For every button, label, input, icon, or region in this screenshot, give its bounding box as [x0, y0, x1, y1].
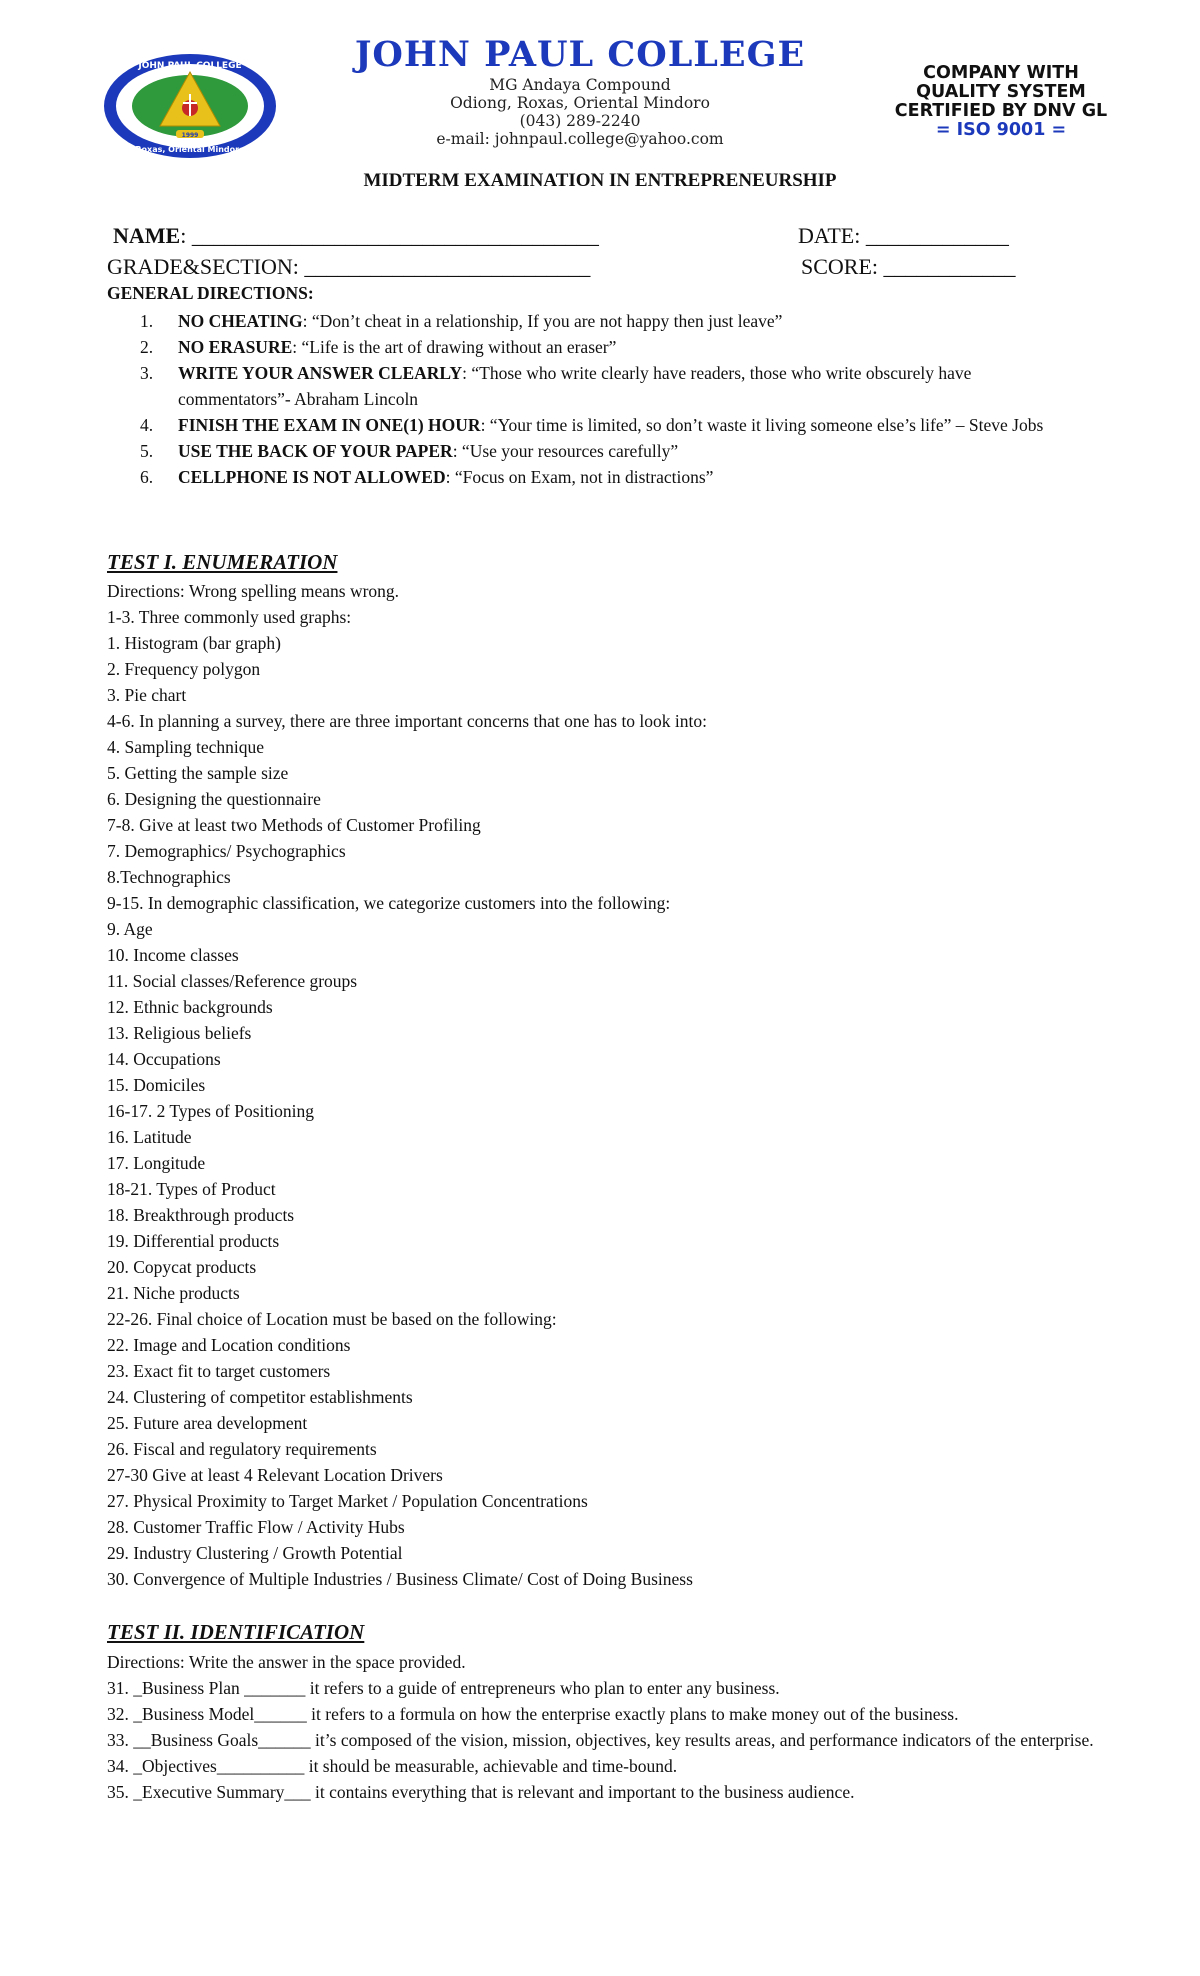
- test2-title: TEST II. IDENTIFICATION: [107, 1620, 365, 1644]
- direction-number: 4.: [140, 415, 154, 435]
- test1-line: 25. Future area development: [107, 1413, 308, 1433]
- name-blank: : _____________________________________: [180, 223, 599, 248]
- college-seal-logo-icon: [102, 52, 278, 160]
- direction-quote: : “Use your resources carefully”: [452, 441, 679, 461]
- direction-item: [140, 464, 1080, 490]
- test1-line: 16-17. 2 Types of Positioning: [107, 1101, 315, 1121]
- test2-line: 35. _Executive Summary___ it contains everything that is relevant and important to the business audience.: [107, 1782, 855, 1802]
- test1-line: 7-8. Give at least two Methods of Customer Profiling: [107, 815, 481, 835]
- test1-line: 9. Age: [107, 919, 153, 939]
- direction-item: [140, 308, 1080, 334]
- test1-line: 29. Industry Clustering / Growth Potential: [107, 1543, 403, 1563]
- direction-rule: WRITE YOUR ANSWER CLEARLY: [178, 363, 463, 383]
- test1-line: 12. Ethnic backgrounds: [107, 997, 273, 1017]
- test1-line: 11. Social classes/Reference groups: [107, 971, 358, 991]
- test1-line: 13. Religious beliefs: [107, 1023, 252, 1043]
- test1-line: 1. Histogram (bar graph): [107, 633, 281, 653]
- score-field: SCORE: ____________: [801, 254, 1016, 279]
- test2-line: 33. __Business Goals______ it’s composed of the vision, mission, objectives, key results areas, and performance indicators of the enterprise.: [107, 1730, 1094, 1750]
- college-name: JOHN PAUL COLLEGE: [354, 34, 806, 75]
- test1-line: 20. Copycat products: [107, 1257, 257, 1277]
- general-directions-title: GENERAL DIRECTIONS:: [107, 283, 314, 303]
- direction-rule: CELLPHONE IS NOT ALLOWED: [178, 467, 446, 487]
- test1-line: 7. Demographics/ Psychographics: [107, 841, 346, 861]
- direction-quote: : “Those who write clearly have readers, those who write obscurely have commentators”- Abraham Lincoln: [178, 363, 972, 409]
- test2-line: 34. _Objectives__________ it should be measurable, achievable and time-bound.: [107, 1756, 678, 1776]
- iso-certification-block: [842, 64, 1160, 140]
- exam-title: MIDTERM EXAMINATION IN ENTREPRENEURSHIP: [363, 170, 837, 191]
- test1-line: 19. Differential products: [107, 1231, 280, 1251]
- name-label: NAME: [113, 223, 181, 248]
- direction-quote: : “Your time is limited, so don’t waste it living someone else’s life” – Steve Jobs: [480, 415, 1044, 435]
- test1-line: 17. Longitude: [107, 1153, 206, 1173]
- test1-line: 10. Income classes: [107, 945, 239, 965]
- name-field: [113, 223, 599, 249]
- cert-line-1: COMPANY WITH: [923, 63, 1079, 83]
- test1-line: 2. Frequency polygon: [107, 659, 261, 679]
- test1-line: Directions: Wrong spelling means wrong.: [107, 581, 400, 601]
- direction-item: [140, 412, 1080, 438]
- test1-lines: [107, 578, 1107, 1592]
- test1-line: 6. Designing the questionnaire: [107, 789, 321, 809]
- logo-ring-text-top: JOHN PAUL COLLEGE: [138, 61, 242, 71]
- test2-line: 31. _Business Plan _______ it refers to a guide of entrepreneurs who plan to enter any business.: [107, 1678, 780, 1698]
- test1-line: 3. Pie chart: [107, 685, 187, 705]
- direction-quote: : “Don’t cheat in a relationship, If you are not happy then just leave”: [302, 311, 783, 331]
- test2-line: Directions: Write the answer in the space provided.: [107, 1652, 466, 1672]
- cert-line-2: QUALITY SYSTEM: [916, 82, 1086, 102]
- direction-rule: NO ERASURE: [178, 337, 293, 357]
- direction-number: 5.: [140, 441, 154, 461]
- address-line-1: MG Andaya Compound: [489, 76, 671, 94]
- direction-number: 1.: [140, 311, 154, 331]
- test1-line: 15. Domiciles: [107, 1075, 206, 1095]
- test1-line: 9-15. In demographic classification, we categorize customers into the following:: [107, 893, 671, 913]
- test1-line: 18. Breakthrough products: [107, 1205, 295, 1225]
- grade-section-field: GRADE&SECTION: __________________________: [107, 254, 591, 279]
- phone-number: (043) 289-2240: [519, 112, 641, 130]
- test2-lines: [107, 1649, 1107, 1805]
- test1-line: 4-6. In planning a survey, there are three important concerns that one has to look into:: [107, 711, 707, 731]
- direction-rule: USE THE BACK OF YOUR PAPER: [178, 441, 453, 461]
- direction-number: 2.: [140, 337, 154, 357]
- logo-year: 1999: [181, 132, 199, 139]
- test1-line: 26. Fiscal and regulatory requirements: [107, 1439, 377, 1459]
- direction-number: 3.: [140, 363, 154, 383]
- test1-line: 24. Clustering of competitor establishments: [107, 1387, 413, 1407]
- test1-line: 18-21. Types of Product: [107, 1179, 276, 1199]
- direction-rule: FINISH THE EXAM IN ONE(1) HOUR: [178, 415, 481, 435]
- test1-line: 16. Latitude: [107, 1127, 192, 1147]
- test1-line: 5. Getting the sample size: [107, 763, 289, 783]
- test1-line: 14. Occupations: [107, 1049, 221, 1069]
- date-field: DATE: _____________: [798, 223, 1009, 248]
- direction-number: 6.: [140, 467, 154, 487]
- direction-quote: : “Focus on Exam, not in distractions”: [445, 467, 714, 487]
- direction-quote: : “Life is the art of drawing without an eraser”: [292, 337, 617, 357]
- direction-item: [140, 360, 1080, 412]
- test2-line: 32. _Business Model______ it refers to a formula on how the enterprise exactly plans to make money out of the business.: [107, 1704, 959, 1724]
- direction-item: [140, 438, 1080, 464]
- test1-line: 4. Sampling technique: [107, 737, 264, 757]
- test1-line: 28. Customer Traffic Flow / Activity Hubs: [107, 1517, 405, 1537]
- cert-line-3: CERTIFIED BY DNV GL: [894, 101, 1108, 121]
- general-directions-list: [140, 308, 1080, 490]
- direction-rule: NO CHEATING: [178, 311, 303, 331]
- test1-line: 27. Physical Proximity to Target Market / Population Concentrations: [107, 1491, 588, 1511]
- test1-line: 8.Technographics: [107, 867, 231, 887]
- test1-line: 21. Niche products: [107, 1283, 240, 1303]
- logo-ring-text-bottom: Roxas, Oriental Mindoro: [135, 145, 245, 154]
- test1-line: 27-30 Give at least 4 Relevant Location Drivers: [107, 1465, 443, 1485]
- address-line-2: Odiong, Roxas, Oriental Mindoro: [450, 94, 710, 112]
- email-address: e-mail: johnpaul.college@yahoo.com: [436, 130, 724, 148]
- test1-line: 23. Exact fit to target customers: [107, 1361, 331, 1381]
- test1-line: 1-3. Three commonly used graphs:: [107, 607, 352, 627]
- direction-item: [140, 334, 1080, 360]
- test1-line: 22-26. Final choice of Location must be based on the following:: [107, 1309, 557, 1329]
- cert-line-iso: = ISO 9001 =: [935, 120, 1067, 140]
- test1-line: 22. Image and Location conditions: [107, 1335, 351, 1355]
- test1-title: TEST I. ENUMERATION: [107, 550, 338, 574]
- test1-line: 30. Convergence of Multiple Industries / Business Climate/ Cost of Doing Business: [107, 1569, 693, 1589]
